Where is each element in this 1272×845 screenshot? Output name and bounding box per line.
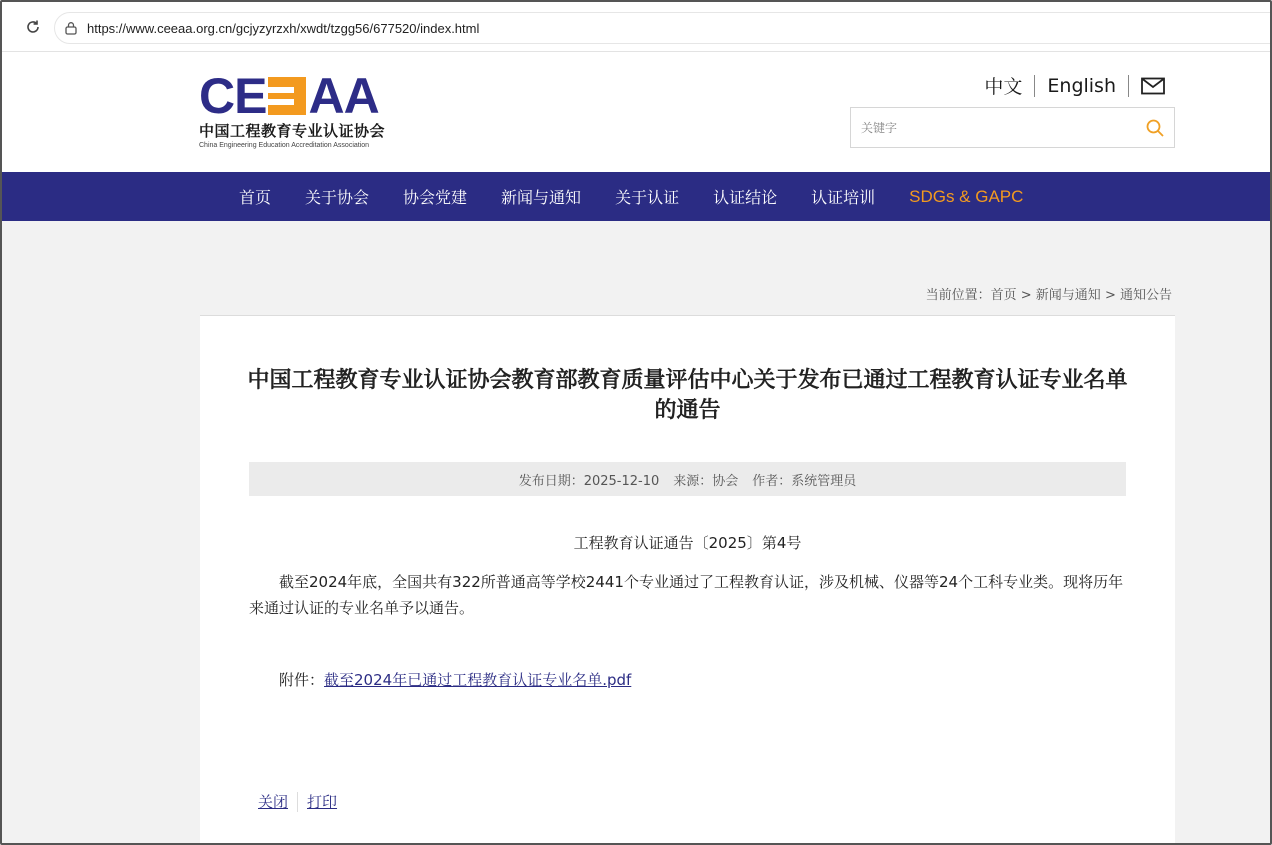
nav-item-home[interactable]: 首页 — [239, 188, 272, 207]
address-bar[interactable] — [54, 12, 1272, 44]
site-logo[interactable] — [199, 68, 409, 152]
article-title: 中国工程教育专业认证协会教育部教育质量评估中心关于发布已通过工程教育认证专业名单的通告 — [247, 368, 1128, 423]
browser-toolbar — [2, 2, 1270, 52]
nav-item-about-accreditation[interactable]: 关于认证 — [615, 188, 680, 207]
divider — [1128, 75, 1129, 97]
article-source: 来源：协会 — [673, 473, 739, 489]
reload-icon[interactable] — [22, 16, 44, 38]
site-header — [2, 52, 1270, 172]
mail-icon[interactable] — [1141, 77, 1165, 95]
notice-number: 工程教育认证通告〔2025〕第4号 — [573, 534, 802, 552]
nav-item-party-building[interactable]: 协会党建 — [403, 188, 468, 207]
search-box — [850, 107, 1175, 148]
logo-mark-left: CE — [199, 68, 267, 124]
nav-item-about-association[interactable]: 关于协会 — [305, 188, 370, 207]
publish-date: 发布日期：2025-12-10 — [518, 473, 660, 489]
article-card — [200, 315, 1175, 845]
logo-mark-middle — [268, 77, 306, 115]
article-actions — [258, 791, 337, 812]
search-input[interactable] — [861, 121, 1140, 135]
nav-item-accreditation-results[interactable]: 认证结论 — [713, 188, 778, 207]
lang-chinese-link[interactable]: 中文 — [984, 76, 1023, 98]
article-meta — [249, 462, 1126, 496]
divider — [297, 792, 298, 812]
nav-item-training[interactable]: 认证培训 — [811, 188, 876, 207]
logo-cn-text: 中国工程教育专业认证协会 — [199, 122, 386, 140]
logo-en-text: China Engineering Education Accreditation Association — [199, 142, 370, 149]
site-info-icon[interactable] — [63, 20, 79, 36]
search-icon[interactable] — [1140, 113, 1170, 143]
logo-mark — [199, 68, 409, 124]
nav-item-sdgs-gapc[interactable]: SDGs & GAPC — [909, 186, 1024, 206]
nav-item-news[interactable]: 新闻与通知 — [501, 188, 582, 207]
attachment-row — [279, 669, 631, 690]
breadcrumb-home[interactable]: 首页 — [990, 288, 1017, 303]
attachment-pdf-link[interactable]: 截至2024年已通过工程教育认证专业名单.pdf — [324, 671, 632, 689]
logo-mark-right: AA — [308, 68, 379, 124]
lang-english-link[interactable]: English — [1047, 74, 1116, 97]
breadcrumb-separator: > — [1104, 288, 1116, 303]
close-link[interactable]: 关闭 — [258, 793, 289, 811]
breadcrumb-prefix: 当前位置： — [925, 288, 991, 303]
article-author: 作者：系统管理员 — [752, 473, 857, 489]
breadcrumb — [926, 284, 1172, 303]
main-nav — [2, 172, 1270, 221]
article-paragraph: 截至2024年底，全国共有322所普通高等学校2441个专业通过了工程教育认证，涉及机械、仪器等24个工科专业类。现将历年来通过认证的专业名单予以通告。 — [249, 573, 1124, 617]
language-switcher — [984, 72, 1165, 99]
breadcrumb-separator: > — [1020, 288, 1032, 303]
divider — [1034, 75, 1035, 97]
breadcrumb-notices[interactable]: 通知公告 — [1119, 288, 1172, 303]
url-text: https://www.ceeaa.org.cn/gcjyzyrzxh/xwdt/tzgg56/677520/index.html — [87, 20, 480, 36]
attachment-label: 附件： — [279, 671, 325, 689]
breadcrumb-news[interactable]: 新闻与通知 — [1035, 288, 1101, 303]
print-link[interactable]: 打印 — [307, 793, 338, 811]
